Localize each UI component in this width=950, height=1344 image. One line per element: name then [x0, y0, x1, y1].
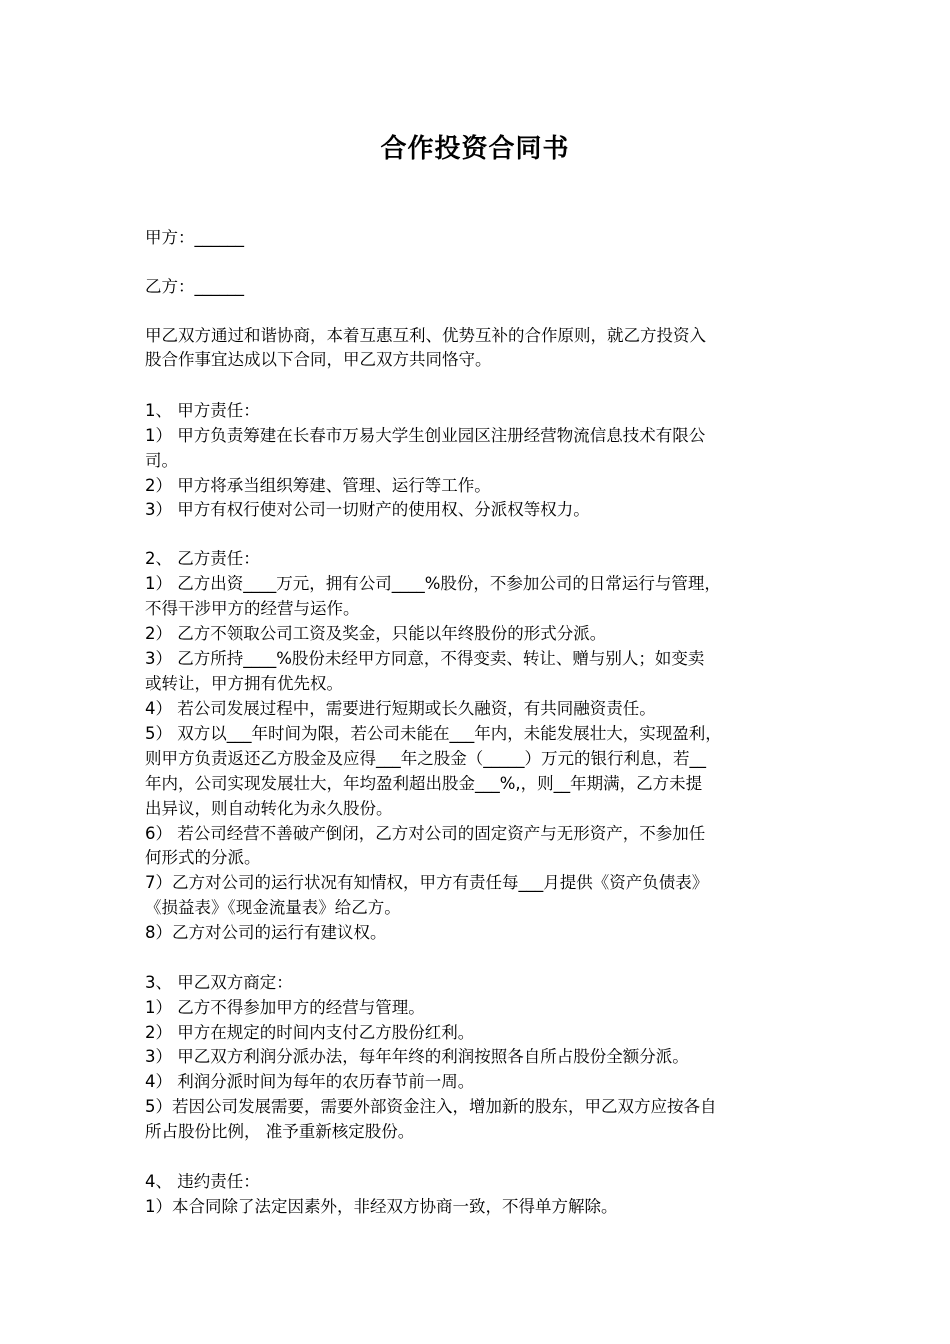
- clause-line: 1）本合同除了法定因素外，非经双方协商一致，不得单方解除。: [145, 1197, 618, 1216]
- intro-line: 股合作事宜达成以下合同，甲乙双方共同恪守。: [145, 350, 492, 369]
- clause-line: 1） 乙方不得参加甲方的经营与管理。: [145, 998, 425, 1017]
- clause-line: 1） 乙方出资____万元，拥有公司____%股份，不参加公司的日常运行与管理，: [145, 574, 721, 593]
- clause-line: 或转让，甲方拥有优先权。: [145, 674, 343, 693]
- section-heading: 4、 违约责任：: [145, 1172, 260, 1191]
- intro-line: 甲乙双方通过和谐协商，本着互惠互利、优势互补的合作原则，就乙方投资入: [145, 326, 706, 345]
- clause-line: 2） 乙方不领取公司工资及奖金，只能以年终股份的形式分派。: [145, 624, 607, 643]
- clause-line: 《损益表》《现金流量表》给乙方。: [145, 898, 401, 917]
- clause-line: 5） 双方以___年时间为限，若公司未能在___年内，未能发展壮大，实现盈利，: [145, 724, 722, 743]
- clause-line: 年内，公司实现发展壮大，年均盈利超出股金___%,，则__年期满，乙方未提: [145, 774, 703, 793]
- party-b-line: 乙方：______: [145, 277, 244, 296]
- section-heading: 1、 甲方责任：: [145, 401, 260, 420]
- clause-line: 7）乙方对公司的运行状况有知情权，甲方有责任每___月提供《资产负债表》: [145, 873, 709, 892]
- clause-line: 5）若因公司发展需要，需要外部资金注入，增加新的股东，甲乙双方应按各自: [145, 1097, 717, 1116]
- clause-line: 则甲方负责返还乙方股金及应得___年之股金（_____）万元的银行利息，若__: [145, 749, 706, 768]
- clause-line: 不得干涉甲方的经营与运作。: [145, 599, 360, 618]
- clause-line: 3） 甲方有权行使对公司一切财产的使用权、分派权等权力。: [145, 500, 590, 519]
- clause-line: 8）乙方对公司的运行有建议权。: [145, 923, 387, 942]
- clause-line: 司。: [145, 451, 178, 470]
- section-heading: 3、 甲乙双方商定：: [145, 973, 293, 992]
- clause-line: 2） 甲方在规定的时间内支付乙方股份红利。: [145, 1023, 475, 1042]
- clause-line: 出异议，则自动转化为永久股份。: [145, 799, 393, 818]
- clause-line: 何形式的分派。: [145, 848, 261, 867]
- section-heading: 2、 乙方责任：: [145, 549, 260, 568]
- party-a-line: 甲方：______: [145, 228, 244, 247]
- clause-line: 4） 利润分派时间为每年的农历春节前一周。: [145, 1072, 475, 1091]
- clause-line: 1） 甲方负责筹建在长春市万易大学生创业园区注册经营物流信息技术有限公: [145, 426, 706, 445]
- clause-line: 6） 若公司经营不善破产倒闭，乙方对公司的固定资产与无形资产，不参加任: [145, 824, 706, 843]
- document-title: 合作投资合同书: [380, 134, 570, 164]
- clause-line: 2） 甲方将承当组织筹建、管理、运行等工作。: [145, 476, 491, 495]
- clause-line: 3） 乙方所持____%股份未经甲方同意，不得变卖、转让、赠与别人；如变卖: [145, 649, 705, 668]
- clause-line: 所占股份比例， 准予重新核定股份。: [145, 1122, 415, 1141]
- clause-line: 3） 甲乙双方利润分派办法，每年年终的利润按照各自所占股份全额分派。: [145, 1047, 689, 1066]
- clause-line: 4） 若公司发展过程中，需要进行短期或长久融资，有共同融资责任。: [145, 699, 656, 718]
